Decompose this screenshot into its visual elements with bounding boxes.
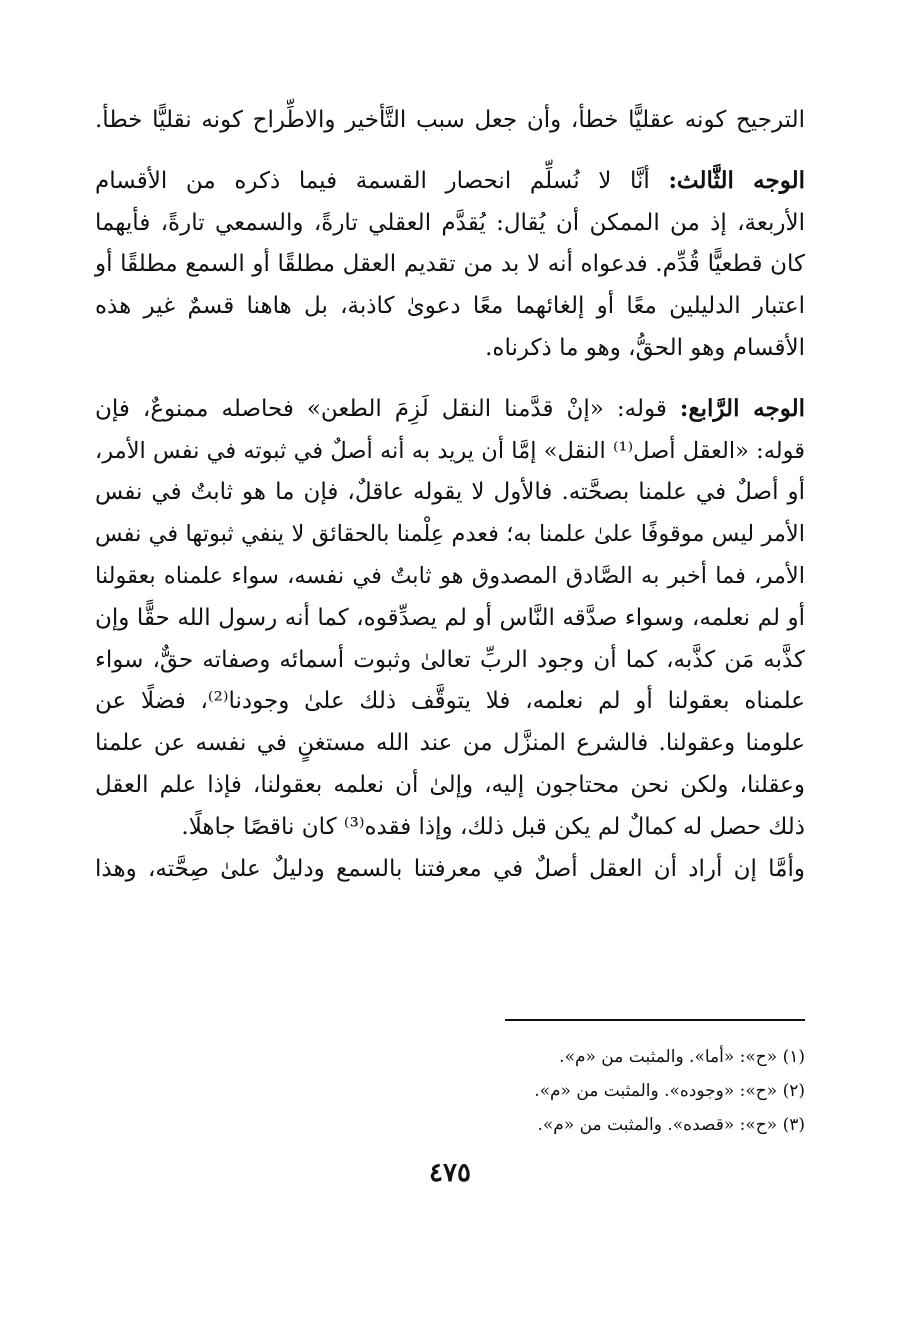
text-line-12: أو لم نعلمه، وسواء صدَّقه النَّاس أو لم يصدِّقوه، كما أنه رسول الله حقًّا وإن <box>95 604 805 631</box>
page-number: ٤٧٥ <box>429 1158 471 1188</box>
paragraph-gap <box>95 370 805 388</box>
text-line-10: الأمر ليس موقوفًا علىٰ علمنا به؛ فعدم عِلْمنا بالحقائق لا ينفي ثبوتها في نفس <box>95 521 805 548</box>
footnotes <box>105 1040 805 1142</box>
footnote-divider <box>505 1019 805 1021</box>
text-line-14: علمناه بعقولنا أو لم نعلمه، فلا يتوقَّف ذلك علىٰ وجودنا⁽²⁾، فضلًا عن <box>95 688 805 715</box>
footnote-3: (٣) «ح»: «قصده». والمثبت من «م». <box>537 1115 805 1135</box>
text-line-13: كذَّبه مَن كذَّبه، كما أن وجود الربِّ تعالىٰ وثبوت أسمائه وصفاته حقٌّ، سواء <box>95 646 805 673</box>
text-line-18: وأمَّا إن أراد أن العقل أصلٌ في معرفتنا بالسمع ودليلٌ علىٰ صِحَّته، وهذا <box>95 855 805 882</box>
text-line-9: أو أصلٌ في علمنا بصحَّته. فالأول لا يقوله عاقلٌ، فإن ما هو ثابتٌ في نفس <box>95 479 805 506</box>
text-line-16: وعقلنا، ولكن نحن محتاجون إليه، وإلىٰ أن نعلمه بعقولنا، فإذا علم العقل <box>95 771 805 798</box>
text-line-5: اعتبار الدليلين معًا أو إلغائهما معًا دعوىٰ كاذبة، بل هاهنا قسمٌ غير هذه <box>95 293 805 320</box>
text-line-11: الأمر، فما أخبر به الصَّادق المصدوق هو ثابتٌ في نفسه، سواء علمناه بعقولنا <box>95 562 805 589</box>
text-line-3: الأربعة، إذ من الممكن أن يُقال: يُقدَّم العقلي تارةً، والسمعي تارةً، فأيهما <box>95 209 805 236</box>
text-line-1: الترجيح كونه عقليًّا خطأ، وأن جعل سبب التَّأخير والاطِّراح كونه نقليًّا خطأ. <box>95 107 805 133</box>
text-line-4: كان قطعيًّا قُدِّم. فدعواه أنه لا بد من تقديم العقل مطلقًا أو السمع مطلقًا أو <box>95 251 805 278</box>
footnote-2: (٢) «ح»: «وجوده». والمثبت من «م». <box>534 1081 805 1101</box>
text-line-6: الأقسام وهو الحقُّ، وهو ما ذكرناه. <box>485 334 805 361</box>
paragraph-gap <box>95 142 805 160</box>
main-text <box>95 100 805 890</box>
text-line-15: علومنا وعقولنا. فالشرع المنزَّل من عند الله مستغنٍ في نفسه عن علمنا <box>95 730 805 757</box>
text-line-2: الوجه الثَّالث: أنَّا لا نُسلِّم انحصار القسمة فيما ذكره من الأقسام <box>95 166 806 194</box>
text-line-8: قوله: «العقل أصل⁽¹⁾ النقل» إمَّا أن يريد به أنه أصلٌ في ثبوته في نفس الأمر، <box>95 437 805 464</box>
footnote-1: (١) «ح»: «أما». والمثبت من «م». <box>559 1047 805 1067</box>
section-heading: الوجه الثَّالث: <box>668 166 806 194</box>
text-line-7: الوجه الرَّابع: قوله: «إنْ قدَّمنا النقل لَزِمَ الطعن» فحاصله ممنوعٌ، فإن <box>95 394 805 422</box>
text-line-17: ذلك حصل له كمالٌ لم يكن قبل ذلك، وإذا فقده⁽³⁾ كان ناقصًا جاهلًا. <box>181 813 805 840</box>
section-heading: الوجه الرَّابع: <box>679 394 805 422</box>
